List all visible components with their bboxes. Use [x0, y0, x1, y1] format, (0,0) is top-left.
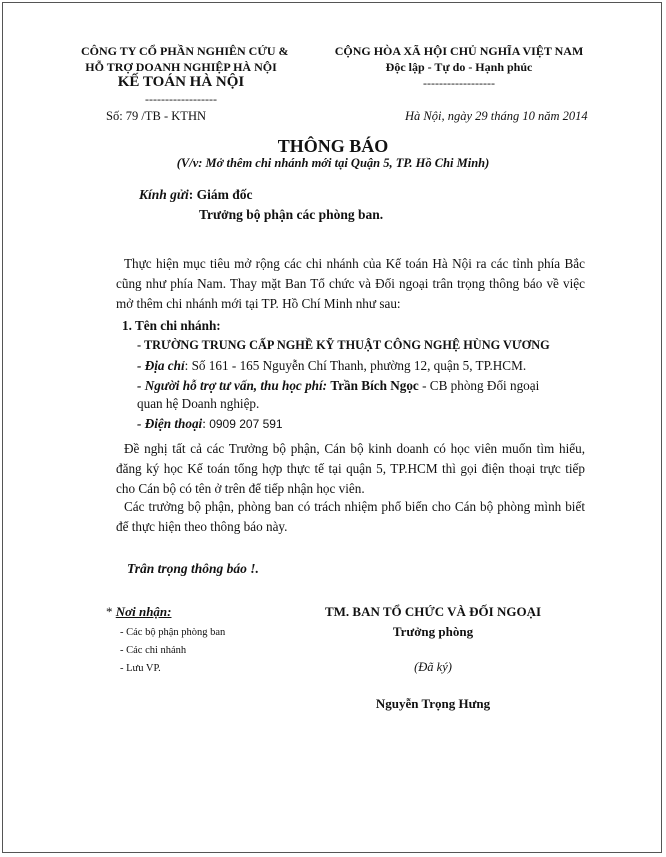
document-page	[2, 2, 662, 853]
receiver-item-2: - Các chi nhánh	[120, 645, 187, 656]
signer-name: Nguyễn Trọng Hưng	[375, 696, 491, 711]
support-role-cont: quan hệ Doanh nghiệp.	[137, 396, 260, 411]
address-line	[137, 358, 526, 374]
intro-text: Thực hiện mục tiêu mở rộng các chi nhánh của Kế toán Hà Nội ra các tỉnh phía Bắc cũng như phía Nam. Thay mặt Ban Tổ chức và Đối ngoại trân trọng thông báo về việc mở thêm chi nhánh mới tại TP. Hồ Chí Minh như sau:	[116, 256, 585, 311]
support-label: - Người hỗ trợ tư vấn, thu học phí:	[137, 378, 328, 393]
responsibility-paragraph	[116, 497, 585, 537]
document-subject: (V/v: Mở thêm chi nhánh mới tại Quận 5, TP. Hồ Chi Minh)	[176, 156, 490, 170]
recipients-line2: Trưởng bộ phận các phòng ban.	[199, 207, 384, 222]
support-role: - CB phòng Đối ngoại	[418, 378, 540, 393]
phone-number: 0909 207 591	[209, 417, 283, 431]
receivers-heading	[106, 604, 172, 620]
address-label: - Địa chỉ	[137, 358, 185, 373]
address-value: : Số 161 - 165 Nguyễn Chí Thanh, phường 12, quận 5, TP.HCM.	[184, 358, 527, 373]
phone-colon: :	[202, 416, 210, 431]
section1-title: 1. Tên chi nhánh:	[122, 318, 221, 333]
closing-greeting: Trân trọng thông báo !.	[127, 561, 259, 576]
request-paragraph	[116, 439, 585, 499]
support-line	[137, 378, 539, 394]
nation-motto: Độc lập - Tự do - Hạnh phúc	[385, 60, 533, 74]
document-number: Số: 79 /TB - KTHN	[106, 109, 206, 123]
request-text: Đề nghị tất cả các Trưởng bộ phận, Cán bộ kinh doanh có học viên muốn tìm hiểu, đăng ký học Kế toán tổng hợp thực tế tại quận 5, TP.HCM thì gọi điện thoại trực tiếp cho Cán bộ có tên ở trên để tiếp nhận học viên.	[116, 441, 585, 496]
org-dashes: ------------------	[145, 92, 217, 106]
org-name-line3: KẾ TOÁN HÀ NỘI	[117, 74, 245, 90]
phone-label: - Điện thoại	[137, 416, 203, 431]
nation-title: CỘNG HÒA XÃ HỘI CHỦ NGHĨA VIỆT NAM	[334, 44, 584, 58]
phone-line	[137, 416, 283, 432]
branch-name: - TRƯỜNG TRUNG CẤP NGHỀ KỸ THUẬT CÔNG NGHỆ HÙNG VƯƠNG	[137, 338, 550, 352]
recipients-line1	[139, 187, 253, 203]
signature-title: Trưởng phòng	[392, 624, 474, 639]
receiver-item-3: - Lưu VP.	[120, 663, 161, 674]
org-name-line2: HỖ TRỢ DOANH NGHIỆP HÀ NỘI	[85, 60, 277, 74]
org-name-line1: CÔNG TY CỔ PHẦN NGHIÊN CỨU &	[81, 44, 289, 58]
document-title: THÔNG BÁO	[277, 136, 389, 156]
intro-paragraph	[116, 254, 585, 314]
place-date: Hà Nội, ngày 29 tháng 10 năm 2014	[405, 109, 588, 123]
responsibility-text: Các trưởng bộ phận, phòng ban có trách nhiệm phổ biến cho Cán bộ phòng mình biết để thực hiện theo thông báo này.	[116, 499, 585, 534]
recipients-first: : Giám đốc	[188, 187, 253, 202]
recipients-label: Kính gửi	[139, 187, 189, 202]
support-name: Trần Bích Ngọc	[330, 378, 419, 393]
signature-org: TM. BAN TỔ CHỨC VÀ ĐỐI NGOẠI	[324, 604, 542, 619]
receiver-item-1: - Các bộ phận phòng ban	[120, 627, 226, 638]
receivers-star: *	[106, 604, 116, 619]
nation-dashes: ------------------	[423, 76, 495, 90]
signed-mark: (Đã ký)	[414, 660, 452, 674]
receivers-label: Nơi nhận:	[115, 604, 172, 619]
